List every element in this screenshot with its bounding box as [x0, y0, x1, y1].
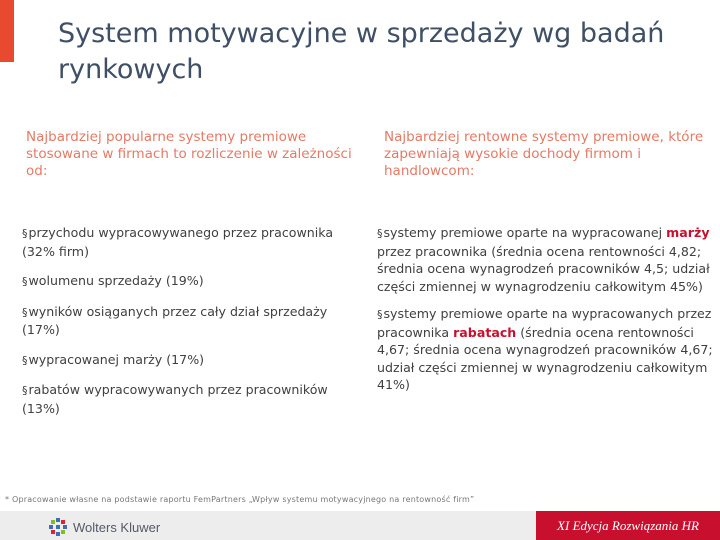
- bullet-icon: §: [377, 227, 383, 240]
- bullet-icon: §: [22, 227, 28, 240]
- right-column-list: [377, 224, 717, 404]
- title-accent-bar: [0, 0, 14, 62]
- right-column-heading: Najbardziej rentowne systemy premiowe, które zapewniają wysokie dochody firmom i handlowcom:: [384, 129, 704, 179]
- wolters-kluwer-logo-icon: [49, 518, 67, 536]
- highlight-term: rabatach: [453, 324, 517, 340]
- highlight-term: marży: [666, 225, 710, 240]
- bullet-icon: §: [22, 384, 28, 397]
- bullet-icon: §: [377, 308, 383, 321]
- left-column-list: [22, 224, 352, 429]
- bullet-icon: §: [22, 305, 28, 319]
- page-title: System motywacyjne w sprzedaży wg badań rynkowych: [58, 18, 665, 85]
- bullet-icon: §: [22, 353, 28, 367]
- source-footnote: * Opracowanie własne na podstawie raportu FemPartners „Wpływ systemu motywacyjnego na rentowność firm”: [5, 495, 475, 504]
- logo-text: Wolters Kluwer: [73, 519, 161, 535]
- list-item: §wypracowanej marży (17%): [22, 351, 205, 367]
- edition-badge: XI Edycja Rozwiązania HR: [536, 511, 720, 540]
- bullet-icon: §: [22, 275, 28, 288]
- list-item: §wolumenu sprzedaży (19%): [22, 273, 204, 288]
- list-item: §rabatów wypracowywanych przez pracowników (13%): [22, 382, 328, 416]
- list-item: §wyników osiąganych przez cały dział sprzedaży (17%): [22, 303, 328, 337]
- list-item: §przychodu wypracowywanego przez pracownika (32% firm): [22, 225, 334, 259]
- list-item: §systemy premiowe oparte na wypracowanej marży przez pracownika (średnia ocena rentowności 4,82; średnia ocena wynagrodzeń pracowników 4,5; udział części zmiennej w wynagrodzeniu całkowitym 45%): [377, 225, 710, 294]
- company-logo: [49, 517, 160, 537]
- list-item: §systemy premiowe oparte na wypracowanych przez pracownika rabatach (średnia ocena rentowności 4,67; średnia ocena wynagrodzeń pracowników 4,67; udział części zmiennej w wynagrodzeniu całkowitym 41%): [377, 306, 713, 392]
- left-column-heading: Najbardziej popularne systemy premiowe stosowane w firmach to rozliczenie w zależności od:: [26, 129, 352, 179]
